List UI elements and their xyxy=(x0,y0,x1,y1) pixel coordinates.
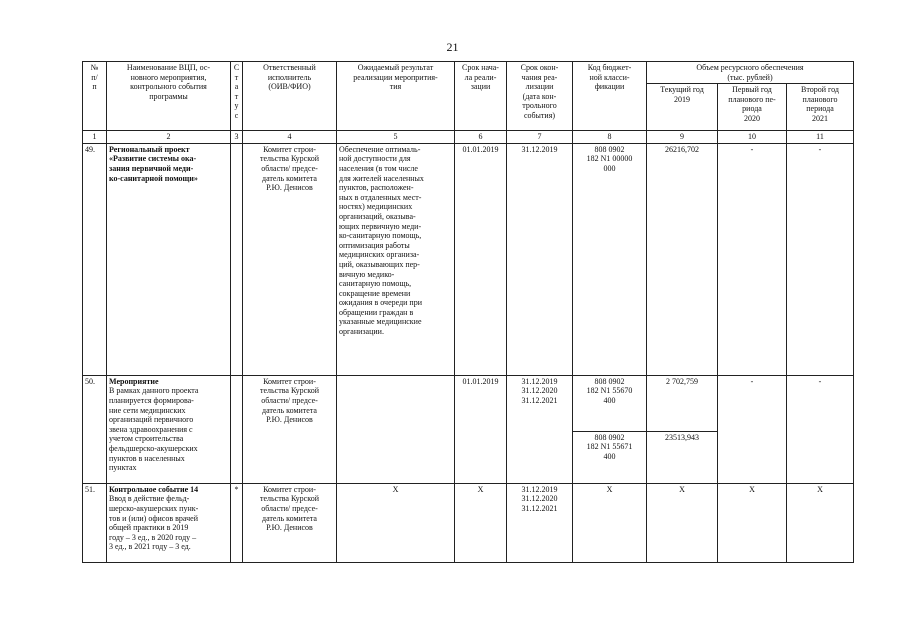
header-end: Срок окон- чания реа- лизации (дата кон- трольного события) xyxy=(507,62,573,131)
header-row xyxy=(83,62,854,84)
row-end: 31.12.2019 31.12.2020 31.12.2021 xyxy=(507,375,573,483)
header-first-year: Первый год планового пе- риода 2020 xyxy=(718,84,787,131)
row-end: 31.12.2019 xyxy=(507,143,573,375)
index-cell: 3 xyxy=(231,131,243,144)
row-result xyxy=(337,375,455,483)
row-second: - xyxy=(787,375,854,483)
column-index-row xyxy=(83,131,854,144)
index-cell: 4 xyxy=(243,131,337,144)
row-current: Х xyxy=(647,483,718,562)
row-result: Х xyxy=(337,483,455,562)
index-cell: 2 xyxy=(107,131,231,144)
row-start: Х xyxy=(455,483,507,562)
table-row xyxy=(83,375,854,431)
row-status xyxy=(231,143,243,375)
page-number: 21 xyxy=(446,40,459,54)
index-cell: 1 xyxy=(83,131,107,144)
header-result: Ожидаемый результат реализации меропрития- тия xyxy=(337,62,455,131)
row-name-text: Ввод в действие фельд- шерско-акушерских пунк- тов и (или) офисов врачей общей практики в 2019 году – 3 ед., в 2020 году – 3 ед., в 2021 году – 3 ед. xyxy=(109,494,199,552)
header-code: Код бюджет- ной класси- фикации xyxy=(573,62,647,131)
row-result: Обеспечение оптималь- ной доступности для населения (в том числе для жителей населенных пунктов, расположен- ных в отдаленных мест- ностях) медицинских организаций, оказыва- ющих первичную меди- ко-санитарную помощь, оптимизация работы медицинских организа- ций, оказывающих пер- вичную медико- санитарную помощь, сокращение времени ожидания в очереди при обращении граждан в указанные медицинские организации. xyxy=(337,143,455,375)
row-name-bold: Контрольное событие 14 xyxy=(109,484,199,494)
row-code: Х xyxy=(573,483,647,562)
header-second-year: Второй год планового периода 2021 xyxy=(787,84,854,131)
header-responsible: Ответственный исполнитель (ОИВ/ФИО) xyxy=(243,62,337,131)
header-status: С т а т у с xyxy=(231,62,243,131)
row-responsible: Комитет строи- тельства Курской области/ предсе- датель комитета Р.Ю. Денисов xyxy=(243,143,337,375)
row-number: 49. xyxy=(83,143,107,375)
row-responsible: Комитет строи- тельства Курской области/ предсе- датель комитета Р.Ю. Денисов xyxy=(243,375,337,483)
row-current: 2 702,759 xyxy=(647,375,718,431)
row-name xyxy=(107,143,231,375)
row-number: 50. xyxy=(83,375,107,483)
row-code: 808 0902 182 N1 55670 400 xyxy=(573,375,647,431)
row-name-bold: Мероприятие xyxy=(109,376,159,386)
row-name-text: В рамках данного проекта планируется формирова- ние сети медицинских организаций первичного звена здравоохранения с учетом строительства фельдшерско-акушерских пунктов в населенных пунктах xyxy=(109,386,199,473)
row-status xyxy=(231,375,243,483)
row-second: Х xyxy=(787,483,854,562)
header-no: № п/ п xyxy=(83,62,107,131)
row-current-2: 23513,943 xyxy=(647,431,718,483)
program-table xyxy=(82,61,854,563)
row-name xyxy=(107,483,231,562)
header-name: Наименование ВЦП, ос- новного мероприятия, контрольного события программы xyxy=(107,62,231,131)
index-cell: 10 xyxy=(718,131,787,144)
index-cell: 9 xyxy=(647,131,718,144)
row-first: Х xyxy=(718,483,787,562)
row-current: 26216,702 xyxy=(647,143,718,375)
row-first: - xyxy=(718,375,787,483)
row-start: 01.01.2019 xyxy=(455,143,507,375)
index-cell: 6 xyxy=(455,131,507,144)
row-end: 31.12.2019 31.12.2020 31.12.2021 xyxy=(507,483,573,562)
index-cell: 5 xyxy=(337,131,455,144)
row-name-bold: Региональный проект «Развитие системы ока- зания первичной меди- ко-санитарной помощи» xyxy=(109,144,198,183)
row-second: - xyxy=(787,143,854,375)
row-status: * xyxy=(231,483,243,562)
row-code-2: 808 0902 182 N1 55671 400 xyxy=(573,431,647,483)
index-cell: 8 xyxy=(573,131,647,144)
row-responsible: Комитет строи- тельства Курской области/ предсе- датель комитета Р.Ю. Денисов xyxy=(243,483,337,562)
row-first: - xyxy=(718,143,787,375)
row-start: 01.01.2019 xyxy=(455,375,507,483)
header-start: Срок нача- ла реали- зации xyxy=(455,62,507,131)
header-current-year: Текущий год 2019 xyxy=(647,84,718,131)
header-volume: Объем ресурсного обеспечения (тыс. рублей) xyxy=(647,62,854,84)
row-code: 808 0902 182 N1 00000 000 xyxy=(573,143,647,375)
index-cell: 11 xyxy=(787,131,854,144)
table-row xyxy=(83,483,854,562)
table-row xyxy=(83,143,854,375)
index-cell: 7 xyxy=(507,131,573,144)
row-number: 51. xyxy=(83,483,107,562)
row-name xyxy=(107,375,231,483)
